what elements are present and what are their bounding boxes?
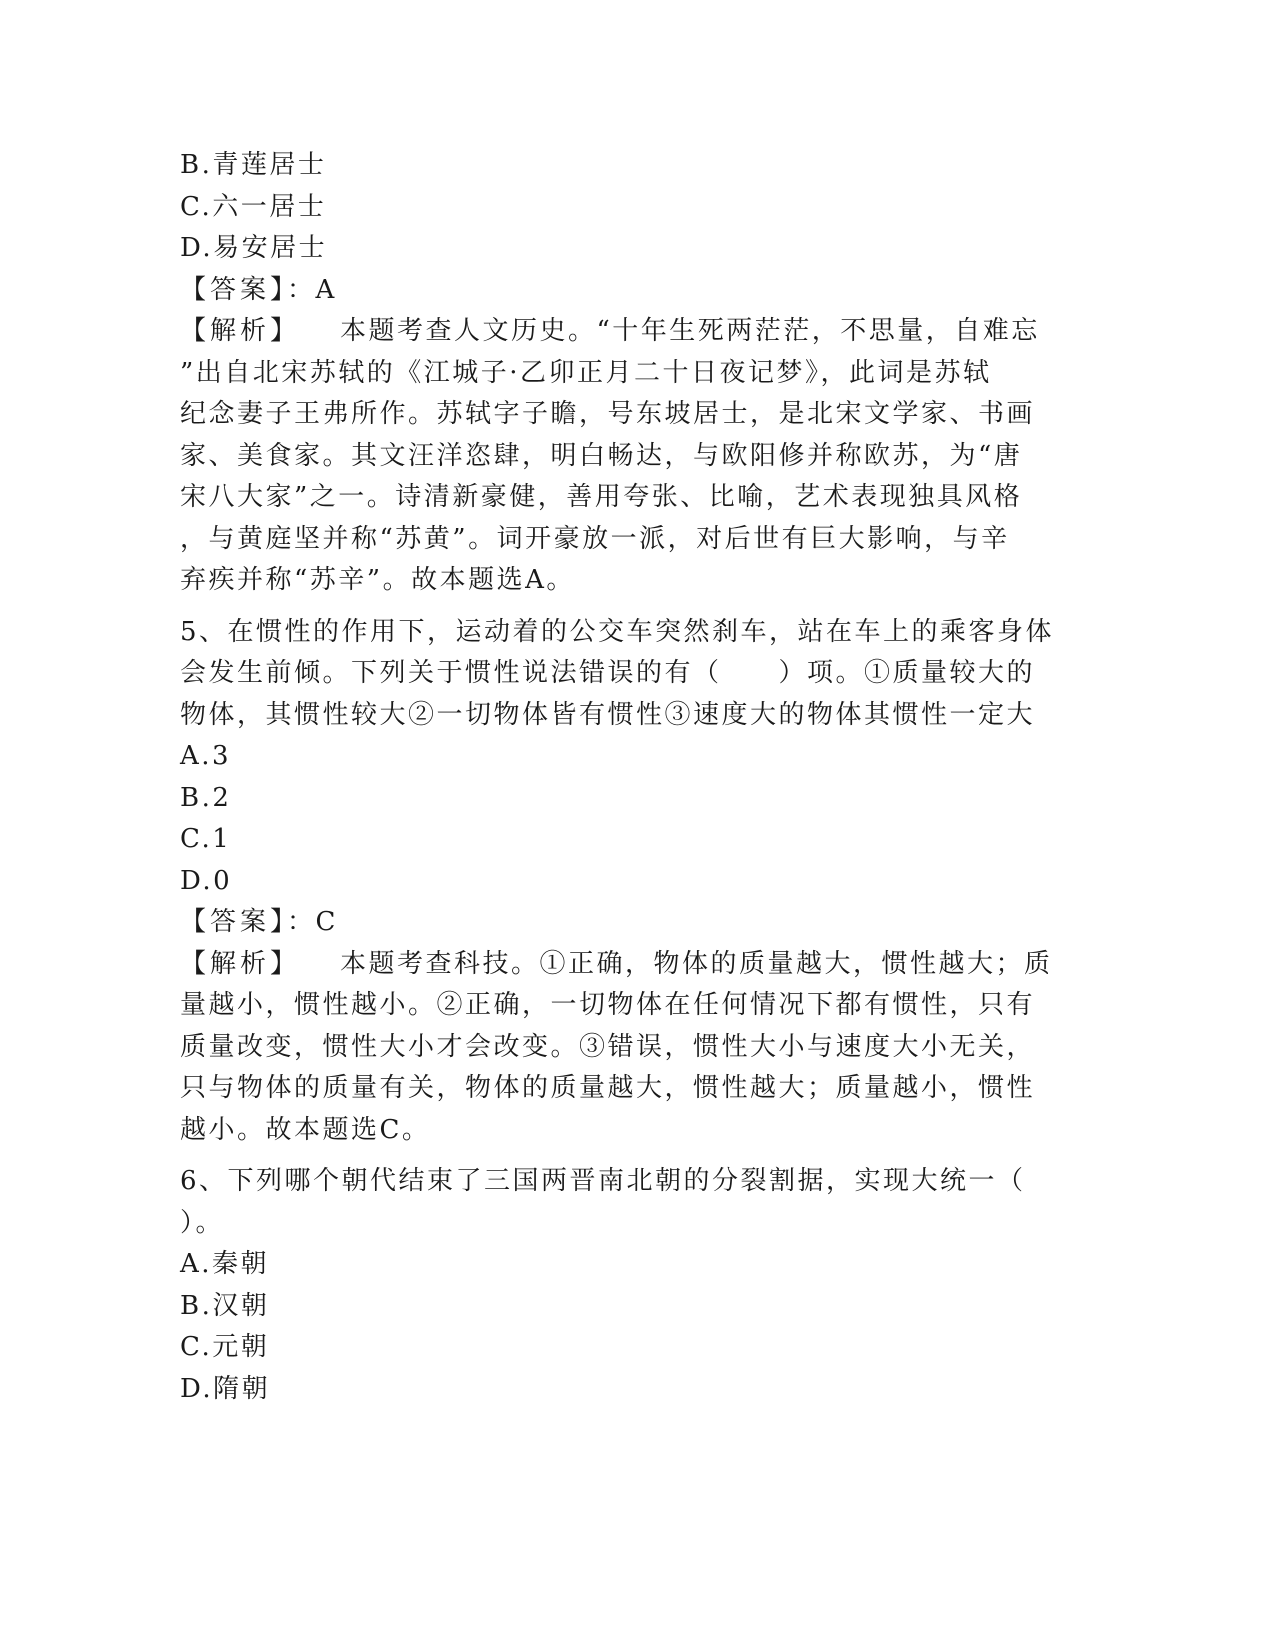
analysis-text: 量越小，惯性越小。②正确，一切物体在任何情况下都有惯性，只有 [180, 990, 1036, 1020]
answer-value: ：A [287, 274, 337, 305]
analysis-line [180, 311, 1080, 353]
analysis-text: 家、美食家。其文汪洋恣肆，明白畅达，与欧阳修并称欧苏，为“唐 [180, 440, 1023, 471]
question-stem: ）。 [180, 1207, 225, 1238]
analysis-text: 本题考查人文历史。“十年生死两茫茫，不思量，自难忘 [340, 316, 1040, 346]
analysis-text: 越小。故本题选C。 [180, 1114, 431, 1145]
option-b: B.青莲居士 [180, 150, 327, 180]
option-d: D.隋朝 [180, 1373, 271, 1404]
question-stem: 5、在惯性的作用下，运动着的公交车突然刹车，站在车上的乘客身体 [180, 616, 1055, 647]
answer-line [180, 902, 1080, 944]
question-5 [180, 612, 1080, 1152]
option-b: B.汉朝 [180, 1290, 270, 1321]
question-6 [180, 1161, 1080, 1410]
option-c: C.元朝 [180, 1332, 270, 1362]
analysis-text: 只与物体的质量有关，物体的质量越大，惯性越大；质量越小，惯性 [180, 1073, 1036, 1103]
answer-value: ：C [287, 907, 338, 937]
analysis-label: 【解析】 [180, 948, 301, 979]
analysis-text: 本题考查科技。①正确，物体的质量越大，惯性越大；质 [340, 948, 1053, 979]
document-page [180, 145, 1080, 1410]
option-c: C.1 [180, 824, 232, 854]
analysis-text: 弃疾并称“苏辛”。故本题选A。 [180, 565, 575, 595]
option-c: C.六一居士 [180, 191, 327, 222]
answer-line [180, 270, 1080, 312]
option-d: D.0 [180, 865, 233, 896]
analysis-line [180, 944, 1080, 986]
option-b: B.2 [180, 782, 232, 813]
answer-label: 【答案】 [180, 907, 288, 937]
analysis-text: 纪念妻子王弗所作。苏轼字子瞻，号东坡居士，是北宋文学家、书画 [180, 399, 1036, 429]
question-stem: 物体，其惯性较大②一切物体皆有惯性③速度大的物体其惯性一定大 [180, 699, 1036, 730]
option-a: A.秦朝 [180, 1249, 270, 1279]
analysis-text: 宋八大家”之一。诗清新豪健，善用夸张、比喻，艺术表现独具风格 [180, 482, 1023, 512]
answer-label: 【答案】 [180, 274, 288, 305]
analysis-text: ”出自北宋苏轼的《江城子·乙卯正月二十日夜记梦》，此词是苏轼 [180, 357, 992, 388]
question-stem: 会发生前倾。下列关于惯性说法错误的有（ ）项。①质量较大的 [180, 658, 1036, 688]
option-d: D.易安居士 [180, 233, 328, 263]
analysis-text: 质量改变，惯性大小才会改变。③错误，惯性大小与速度大小无关， [180, 1031, 1036, 1062]
question-4 [180, 145, 1080, 602]
question-stem: 6、下列哪个朝代结束了三国两晋南北朝的分裂割据，实现大统一（ [180, 1166, 1026, 1196]
analysis-text: ，与黄庭坚并称“苏黄”。词开豪放一派，对后世有巨大影响，与辛 [180, 523, 1010, 554]
analysis-label: 【解析】 [180, 316, 301, 346]
option-a: A.3 [180, 741, 232, 771]
